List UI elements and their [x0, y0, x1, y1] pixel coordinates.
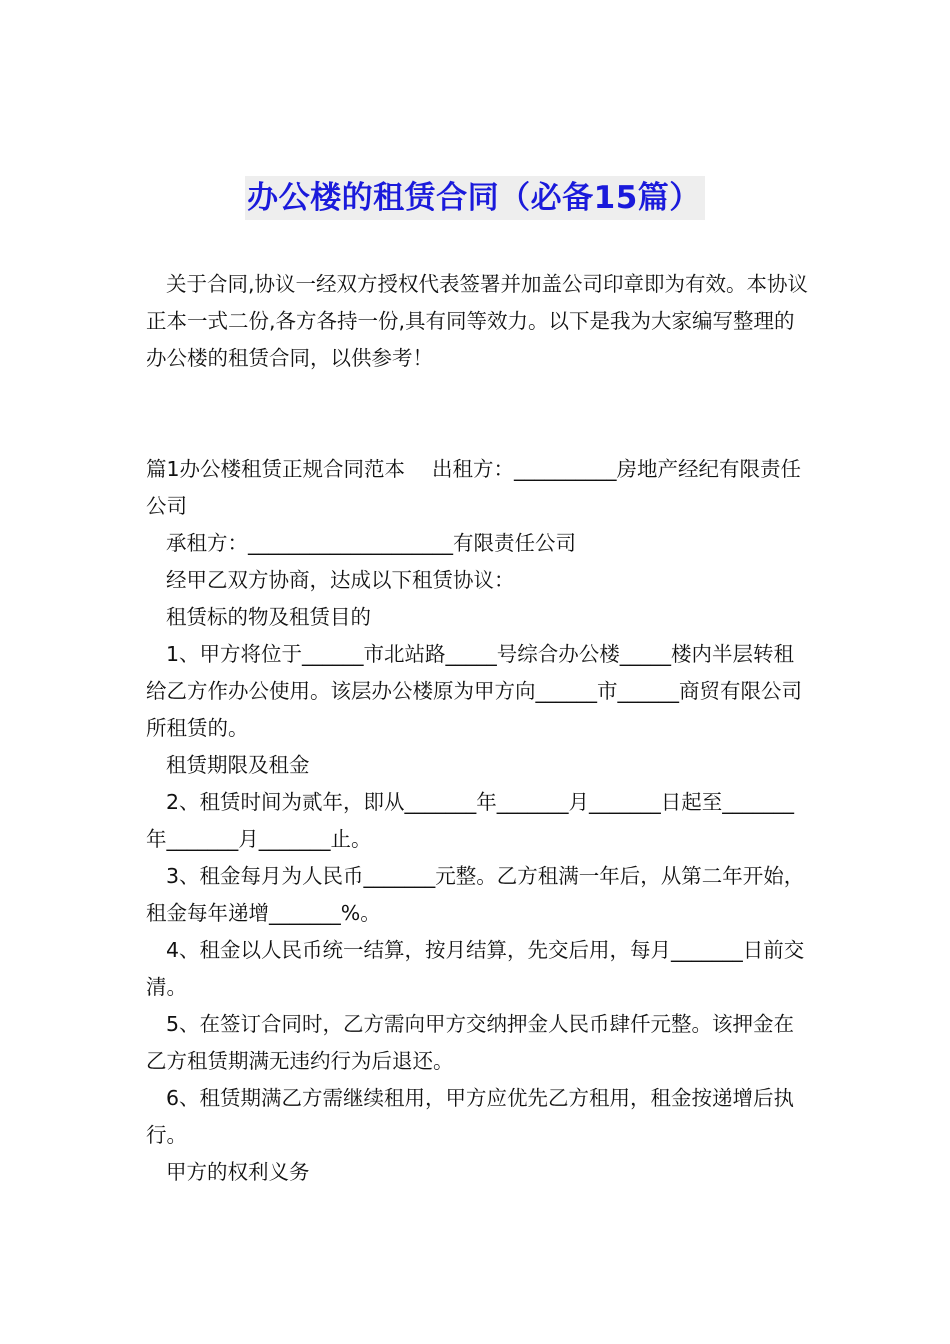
- clause-5: 5、在签订合同时，乙方需向甲方交纳押金人民币肆仟元整。该押金在乙方租赁期满无违约行为后退还。: [146, 1012, 795, 1073]
- clause-6: 6、租赁期满乙方需继续租用，甲方应优先乙方租用，租金按递增后执行。: [146, 1086, 795, 1147]
- document-title: 办公楼的租赁合同（必备15篇）: [245, 176, 705, 220]
- contract-body: [146, 451, 810, 1191]
- subheading-lease-term: 租赁期限及租金: [166, 753, 310, 777]
- intro-paragraph: 关于合同,协议一经双方授权代表签署并加盖公司印章即为有效。本协议正本一式二份,各方各持一份,具有同等效力。以下是我为大家编写整理的办公楼的租赁合同，以供参考！: [146, 272, 809, 370]
- intro-section: [146, 266, 810, 377]
- subheading-lease-object: 租赁标的物及租赁目的: [166, 605, 371, 629]
- clause-3: 3、租金每月为人民币_______元整。乙方租满一年后，从第二年开始，租金每年递增_______%。: [146, 864, 805, 925]
- clause-4: 4、租金以人民币统一结算，按月结算，先交后用，每月_______日前交清。: [146, 938, 805, 999]
- clause-1: 1、甲方将位于______市北站路_____号综合办公楼_____楼内半层转租给乙方作办公使用。该层办公楼原为甲方向______市______商贸有限公司所租赁的。: [146, 642, 802, 740]
- subheading-party-a-rights: 甲方的权利义务: [166, 1160, 310, 1184]
- title-container: [0, 176, 950, 220]
- section-heading-paragraph: 篇1办公楼租赁正规合同范本 出租方：__________房地产经纪有限责任公司: [146, 457, 802, 518]
- clause-2: 2、租赁时间为贰年，即从_______年_______月_______日起至_______年_______月_______止。: [146, 790, 795, 851]
- agreement-intro: 经甲乙双方协商，达成以下租赁协议：: [166, 568, 515, 592]
- lessee-line: 承租方：____________________有限责任公司: [166, 531, 576, 555]
